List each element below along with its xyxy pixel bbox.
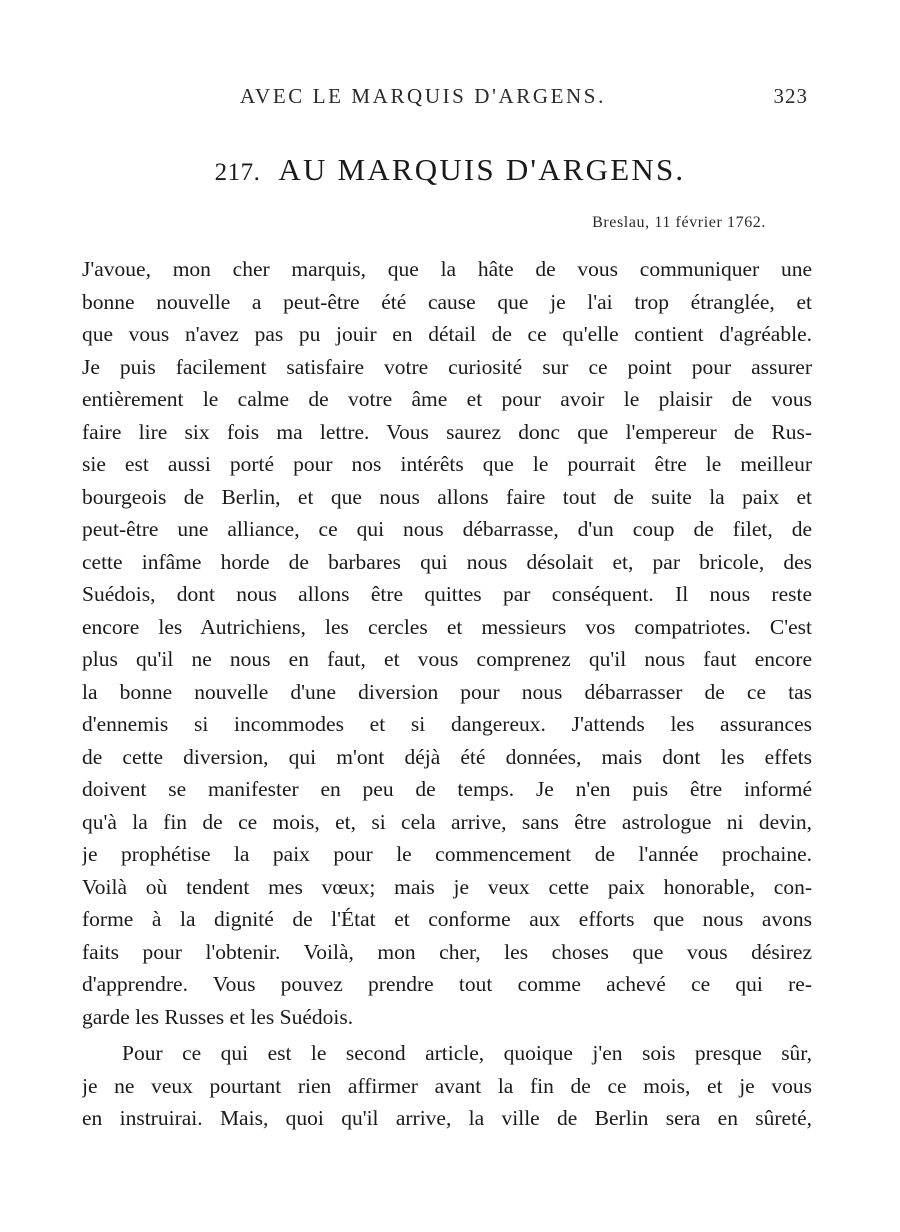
text-line: en instruirai. Mais, quoi qu'il arrive, la ville de Berlin sera en sûreté, xyxy=(82,1106,812,1130)
text-line: je ne veux pourtant rien affirmer avant la fin de ce mois, et je vous xyxy=(82,1073,812,1098)
paragraph-2 xyxy=(82,1037,812,1135)
text-line: Pour ce qui est le second article, quoique j'en sois presque sûr, xyxy=(122,1041,812,1065)
text-line: peut-être une alliance, ce qui nous débarrasse, d'un coup de filet, de xyxy=(82,517,812,541)
text-line: entièrement le calme de votre âme et pour avoir le plaisir de vous xyxy=(82,387,812,411)
text-line: plus qu'il ne nous en faut, et vous comprenez qu'il nous faut encore xyxy=(82,647,812,671)
text-line: que vous n'avez pas pu jouir en détail de ce qu'elle contient d'agréable. xyxy=(82,322,812,346)
text-line: bourgeois de Berlin, et que nous allons faire tout de suite la paix et xyxy=(82,484,812,509)
text-line: Voilà où tendent mes vœux; mais je veux cette paix honorable, con- xyxy=(82,874,812,899)
text-line: bonne nouvelle a peut-être été cause que je l'ai trop étranglée, et xyxy=(82,289,812,314)
text-line: la bonne nouvelle d'une diversion pour nous débarrasser de ce tas xyxy=(82,679,812,704)
paragraph-1 xyxy=(82,253,812,1033)
text-line: J'avoue, mon cher marquis, que la hâte de vous communiquer une xyxy=(82,257,812,281)
letter-title: AU MARQUIS D'ARGENS. xyxy=(278,152,686,187)
text-line: faits pour l'obtenir. Voilà, mon cher, les choses que vous désirez xyxy=(82,939,812,964)
text-line: de cette diversion, qui m'ont déjà été données, mais dont les effets xyxy=(82,744,812,769)
text-line: qu'à la fin de ce mois, et, si cela arrive, sans être astrologue ni devin, xyxy=(82,809,812,834)
text-line: garde les Russes et les Suédois. xyxy=(82,1004,354,1029)
text-line: je prophétise la paix pour le commencement de l'année prochaine. xyxy=(82,842,812,866)
page-number: 323 xyxy=(773,84,808,108)
text-line: doivent se manifester en peu de temps. Je n'en puis être informé xyxy=(82,777,812,801)
text-line: sie est aussi porté pour nos intérêts que le pourrait être le meilleur xyxy=(82,452,812,476)
text-line: d'ennemis si incommodes et si dangereux. J'attends les assurances xyxy=(82,712,812,736)
text-line: d'apprendre. Vous pouvez prendre tout comme achevé ce qui re- xyxy=(82,972,812,996)
text-line: faire lire six fois ma lettre. Vous saurez donc que l'empereur de Rus- xyxy=(82,419,812,444)
text-line: Suédois, dont nous allons être quittes par conséquent. Il nous reste xyxy=(82,582,812,606)
text-line: Je puis facilement satisfaire votre curiosité sur ce point pour assurer xyxy=(82,354,812,379)
letter-heading xyxy=(0,152,900,188)
text-line: encore les Autrichiens, les cercles et messieurs vos compatriotes. C'est xyxy=(82,614,812,639)
letter-number: 217. xyxy=(214,159,261,186)
text-line: cette infâme horde de barbares qui nous désolait et, par bricole, des xyxy=(82,549,812,574)
text-line: forme à la dignité de l'État et conforme aux efforts que nous avons xyxy=(82,907,812,931)
letter-body xyxy=(82,253,812,1135)
dateline: Breslau, 11 février 1762. xyxy=(592,214,766,231)
running-head: AVEC LE MARQUIS D'ARGENS. xyxy=(240,84,606,108)
